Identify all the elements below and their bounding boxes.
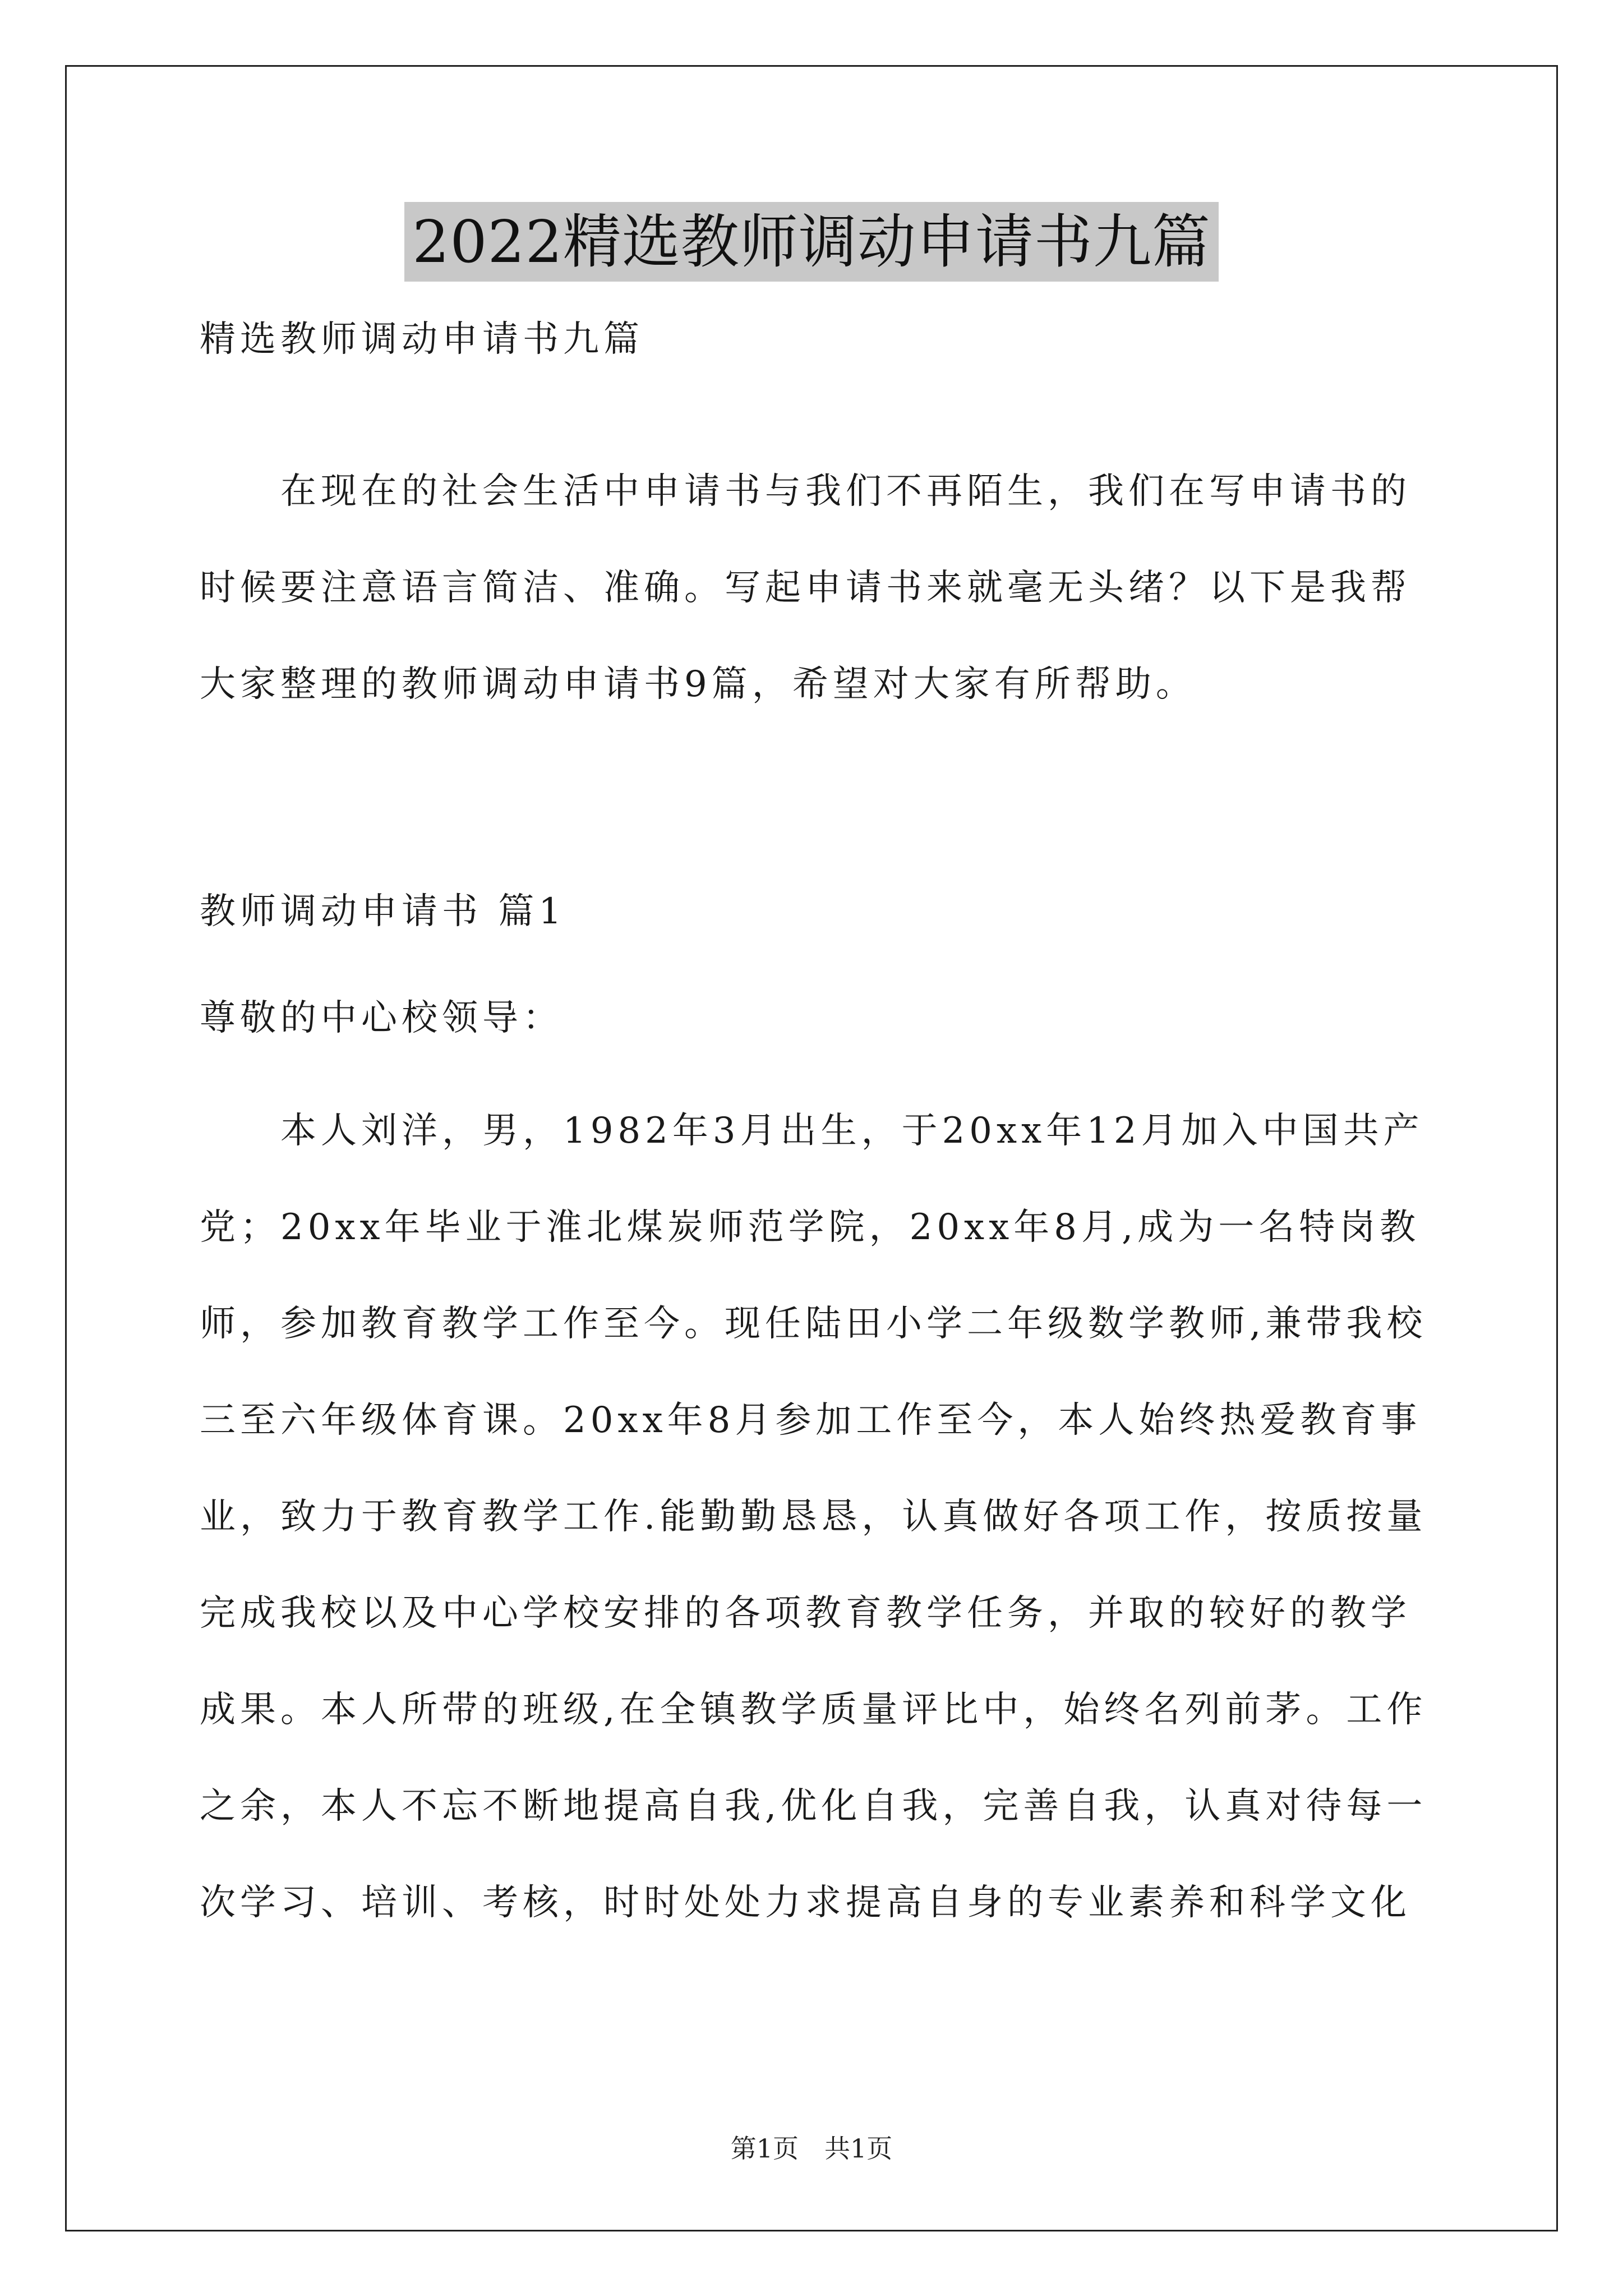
intro-line: 大家整理的教师调动申请书9篇，希望对大家有所帮助。 [200, 664, 1196, 705]
body-line: 党；20xx年毕业于淮北煤炭师范学院，20xx年8月,成为一名特岗教 [200, 1207, 1421, 1248]
title-container [0, 202, 1623, 282]
intro-paragraph [200, 443, 1428, 733]
body-line: 三至六年级体育课。20xx年8月参加工作至今，本人始终热爱教育事 [200, 1400, 1422, 1441]
page-footer: 第1页 共1页 [730, 2133, 893, 2164]
intro-line: 在现在的社会生活中申请书与我们不再陌生，我们在写申请书的 [200, 471, 1411, 512]
body-line: 成果。本人所带的班级,在全镇教学质量评比中，始终名列前茅。工作 [200, 1689, 1427, 1731]
intro-line: 时候要注意语言简洁、准确。写起申请书来就毫无头绪？以下是我帮 [200, 567, 1411, 609]
salutation: 尊敬的中心校领导： [200, 997, 563, 1039]
body-line: 业，致力于教育教学工作.能勤勤恳恳，认真做好各项工作，按质按量 [200, 1496, 1427, 1538]
body-line: 次学习、培训、考核，时时处处力求提高自身的专业素养和科学文化 [200, 1882, 1411, 1924]
body-paragraph [200, 1083, 1428, 1951]
body-line: 本人刘洋，男，1982年3月出生，于20xx年12月加入中国共产 [200, 1110, 1424, 1152]
section-heading: 教师调动申请书 篇1 [200, 891, 566, 932]
body-line: 之余，本人不忘不断地提高自我,优化自我，完善自我，认真对待每一 [200, 1786, 1427, 1827]
document-title: 2022精选教师调动申请书九篇 [404, 202, 1219, 282]
body-line: 完成我校以及中心学校安排的各项教育教学任务，并取的较好的教学 [200, 1593, 1411, 1634]
document-subtitle: 精选教师调动申请书九篇 [200, 319, 644, 360]
body-line: 师，参加教育教学工作至今。现任陆田小学二年级数学教师,兼带我校 [200, 1303, 1427, 1345]
